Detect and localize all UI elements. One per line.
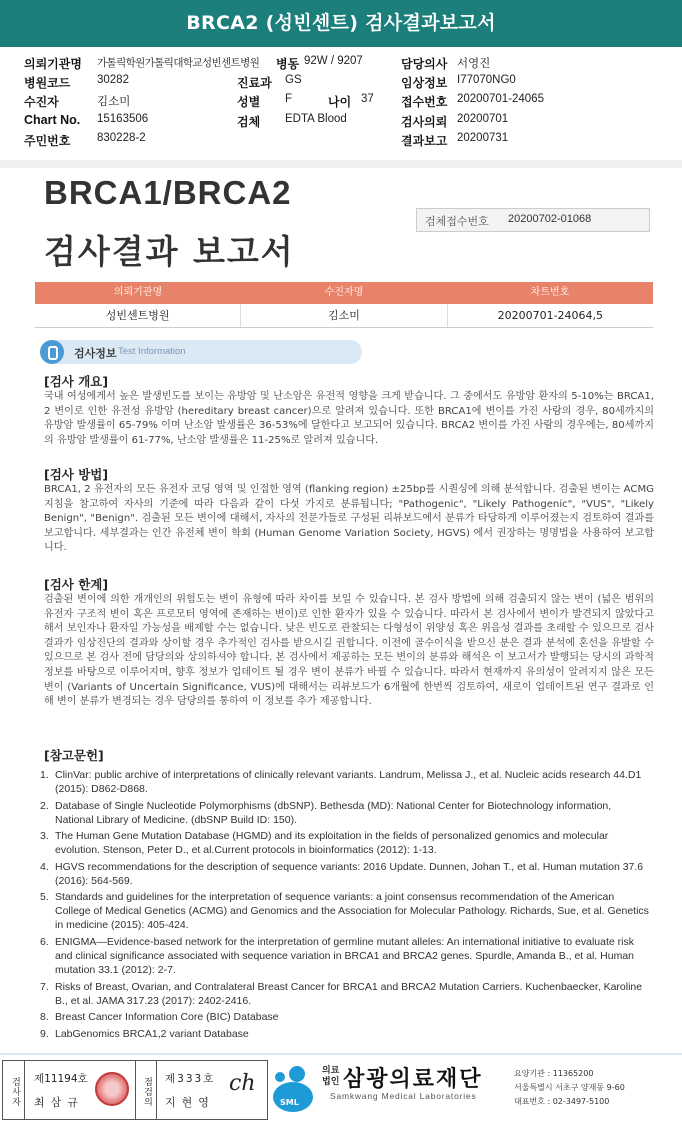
reviewer-name: 지현영: [165, 1096, 215, 1109]
age-label: 나이: [328, 95, 352, 109]
org-phone: 대표번호 : 02-3497-5100: [514, 1097, 610, 1106]
receipt-label: 접수번호: [401, 95, 448, 109]
specimen-value: EDTA Blood: [285, 113, 347, 125]
clinical-label: 임상정보: [401, 76, 448, 90]
org-name: 삼광의료재단: [343, 1067, 483, 1092]
sml-logo-icon: [271, 1064, 317, 1114]
hospital-code-label: 병원코드: [24, 76, 71, 90]
ward-value: 92W / 9207: [304, 55, 363, 67]
report-title: BRCA2 (성빈센트) 검사결과보고서: [0, 0, 682, 47]
patient-value: 김소미: [97, 96, 131, 108]
org-prefix: 의료법인: [322, 1066, 340, 1087]
handwritten-signature: ch: [229, 1071, 256, 1096]
examiner-name: 최삼규: [34, 1096, 84, 1109]
method-heading: [검사 방법]: [44, 467, 109, 482]
section-subtitle: Test Information: [118, 346, 186, 357]
receipt-value: 20200701-24065: [457, 93, 544, 105]
reference-item: 5. Standards and guidelines for the interpretation of sequence variants: a joint consensus recommendation of the American College of Medical Genetics (ACMG) and Genomics and the Association for Molecular Pathology. Richards, Sue, et al. Genetics in medicine (2015): 405-424.: [40, 891, 649, 932]
accession-label: 검체접수번호: [425, 215, 489, 228]
patient-label: 수진자: [24, 95, 59, 109]
accession-box: [416, 208, 650, 232]
header-chart: 차트번호: [530, 287, 570, 298]
references-list: [40, 768, 652, 1043]
patient-meta-block: [0, 55, 682, 151]
header-institution: 의뢰기관명: [113, 287, 163, 298]
reference-item: 8. Breast Cancer Information Core (BIC) Database: [40, 1011, 279, 1024]
info-table-row: [35, 304, 653, 328]
reviewer-label: 점검의: [135, 1061, 157, 1119]
reference-item: 2. Database of Single Nucleotide Polymorphisms (dbSNP). Bethesda (MD): National Center for Biotechnology information, National Library of Medicine. (dbSNP Build ID: 150).: [40, 799, 612, 826]
doc-title-line2: 검사결과 보고서: [44, 232, 295, 271]
ssn-label: 주민번호: [24, 134, 71, 148]
reference-item: 9. LabGenomics BRCA1,2 variant Database: [40, 1027, 249, 1040]
meta-row-1: [0, 55, 682, 73]
ward-label: 병동: [276, 57, 300, 71]
request-value: 20200701: [457, 113, 509, 125]
info-table-header: [35, 282, 653, 304]
section-title: 검사정보: [74, 347, 117, 360]
limit-heading: [검사 한계]: [44, 577, 109, 592]
cell-institution: 성빈센트병원: [35, 304, 241, 327]
accession-value: 20200702-01068: [508, 213, 592, 225]
doctor-value: 서영진: [457, 58, 491, 70]
meta-row-2: [0, 74, 682, 92]
meta-row-3: [0, 93, 682, 111]
ssn-value: 830228-2: [97, 132, 146, 144]
signature-box: [2, 1060, 268, 1120]
result-label: 결과보고: [401, 134, 448, 148]
cell-patient: 김소미: [241, 304, 447, 327]
meta-row-4: [0, 113, 682, 131]
info-table: [35, 282, 653, 328]
reference-item: 3. The Human Gene Mutation Database (HGMD) and its exploitation in the fields of personalized genomics and molecular evolution. Stenson, Peter D., et al.Current protocols in bioinformatics (2012): 1-13.: [40, 830, 609, 857]
chart-label: Chart No.: [24, 113, 81, 127]
seal-stamp: [95, 1072, 129, 1106]
chart-value: 15163506: [97, 113, 149, 125]
sex-label: 성별: [237, 95, 261, 109]
org-english-name: Samkwang Medical Laboratories: [330, 1091, 477, 1101]
method-text: BRCA1, 2 유전자의 모든 유전자 코딩 영역 및 인접한 영역 (flanking region) ±25bp를 시퀀싱에 의해 분석합니다. 검출된 변이는 ACMG 지침을 참고하여 자사의 기준에 따라 다음과 같이 다섯 가지로 분류됩니다; "Pathogenic", "Likely Pathogenic", "VUS", "Likely Benign", "Benign". 검출된 모든 변이에 대해서, 자사의 전문가들로 구성된 리뷰보드에서 분류가 타당하게 이루어졌는지 검토하여 결과를 보고합니다. 세부결과는 인간 유전체 변이 학회 (Human Genome Variation Society, HGVS) 에서 권장하는 명명법을 사용하여 보고합니다.: [44, 484, 654, 554]
clinical-value: I77070NG0: [457, 74, 516, 86]
section-test-info: [40, 340, 362, 364]
logo-text: SML: [280, 1098, 299, 1107]
reference-item: 7. Risks of Breast, Ovarian, and Contralateral Breast Cancer for BRCA1 and BRCA2 Mutation Carriers. Kuchenbaecker, Karoline B., et al. JAMA 317.23 (2017): 2402-2416.: [40, 980, 643, 1007]
footer: [0, 1058, 682, 1125]
doc-title-line1: BRCA1/BRCA2: [44, 174, 292, 211]
dept-value: GS: [285, 74, 302, 86]
limit-text: 검출된 변이에 의한 개개인의 위험도는 변이 유형에 따라 차이를 보일 수 있습니다. 본 검사 방법에 의해 검출되지 않는 변이 (넓은 범위의 유전자 구조적 변이 혹은 프로모터 영역에 존재하는 변이)로 인한 환자가 있을 수 있습니다. 따라서 본 검사에서 변이가 발견되지 않았다고 해서 보인자나 환자일 가능성을 배제할 수는 없습니다. 낮은 빈도로 관찰되는 다형성이 위양성 혹은 위음성 결과를 초래할 수 있으므로 검사 결과가 임상진단의 결과와 상이할 경우 추가적인 검사를 받으시길 권합니다. 이전에 골수이식을 받으신 분은 결과 분석에 혼선을 유발할 수 있으므로 본 검사 전에 담당의와 상의하셔야 합니다. 본 검사에서 제공하는 모든 변이의 분류와 해석은 이 보고서가 발행되는 당시의 과학적 정보를 바탕으로 이루어지며, 향후 정보가 업데이트 될 경우 변이 분류가 바뀔 수 있습니다. 따라서 현재까지 유의성이 알려지지 않은 모든 변이 (Variants of Uncertain Significance, VUS)에 대해서는 리뷰보드가 6개월에 한번씩 검토하여, 새로이 업데이트된 연구 결과로 인해 변이 분류가 변경되는 경우 담당의를 통하여 이 정보를 추가 제공합니다.: [44, 594, 654, 708]
examiner-number: 제11194호: [34, 1073, 88, 1085]
institution-label: 의뢰기관명: [24, 57, 82, 71]
header-patient: 수진자명: [324, 287, 364, 298]
info-icon: [40, 340, 64, 364]
institution-value: 가톨릭학원가톨릭대학교성빈센트병원: [97, 57, 260, 69]
org-address: 서울특별시 서초구 양재동 9-60: [514, 1083, 625, 1092]
hospital-code-value: 30282: [97, 74, 129, 86]
reference-item: 6. ENIGMA—Evidence-based network for the interpretation of germline mutant alleles: An international initiative to evaluate risk and clinical significance associated with sequence variation in BRCA1 and BRCA2 genes. Spurdle, Amanda B., et al. Human mutation 33.1 (2012): 2-7.: [40, 935, 634, 976]
overview-heading: [검사 개요]: [44, 374, 109, 389]
sex-value: F: [285, 93, 293, 105]
age-value: 37: [361, 93, 374, 105]
overview-text: 국내 여성에게서 높은 발생빈도를 보이는 유방암 및 난소암은 유전적 영향을 크게 받습니다. 그 중에서도 유방암 환자의 5-10%는 BRCA1, 2 변이로 인한 유전성 유방암 (hereditary breast cancer)으로 알려져 있습니다. 또한 BRCA1에 변이를 가진 사람의 경우, 80세까지의 유방암 발생률이 65-79% 이며 난소암 발생률은 36-53%에 달한다고 보고되어 있습니다. BRCA2 변이를 가진 사람의 경우에는, 80세까지의 유방암 발생률이 61-77%, 난소암 발생률은 11-25%로 알려져 있습니다.: [44, 391, 654, 446]
scanned-report: [0, 168, 682, 1048]
meta-row-5: [0, 132, 682, 150]
doctor-label: 담당의사: [401, 57, 448, 71]
specimen-label: 검체: [237, 115, 261, 129]
reviewer-number: 제333호: [165, 1073, 216, 1085]
reference-item: 1. ClinVar: public archive of interpretations of clinically relevant variants. Landrum, Melissa J., et al. Nucleic acids research 44.D1 (2015): D862-D868.: [40, 769, 642, 795]
reference-item: 4. HGVS recommendations for the description of sequence variants: 2016 Update. Dunnen, Johan T., et al. Human mutation 37.6 (2016): 564-569.: [40, 860, 644, 887]
request-label: 검사의뢰: [401, 115, 448, 129]
examiner-label: 검사자: [3, 1061, 25, 1119]
header-divider: [0, 160, 682, 168]
footer-divider: [0, 1053, 682, 1055]
dept-label: 진료과: [237, 76, 272, 90]
refs-heading: [참고문헌]: [44, 748, 104, 763]
result-value: 20200731: [457, 132, 509, 144]
org-code: 요양기관 : 11365200: [514, 1069, 594, 1078]
cell-chart: 20200701-24064,5: [497, 309, 604, 322]
